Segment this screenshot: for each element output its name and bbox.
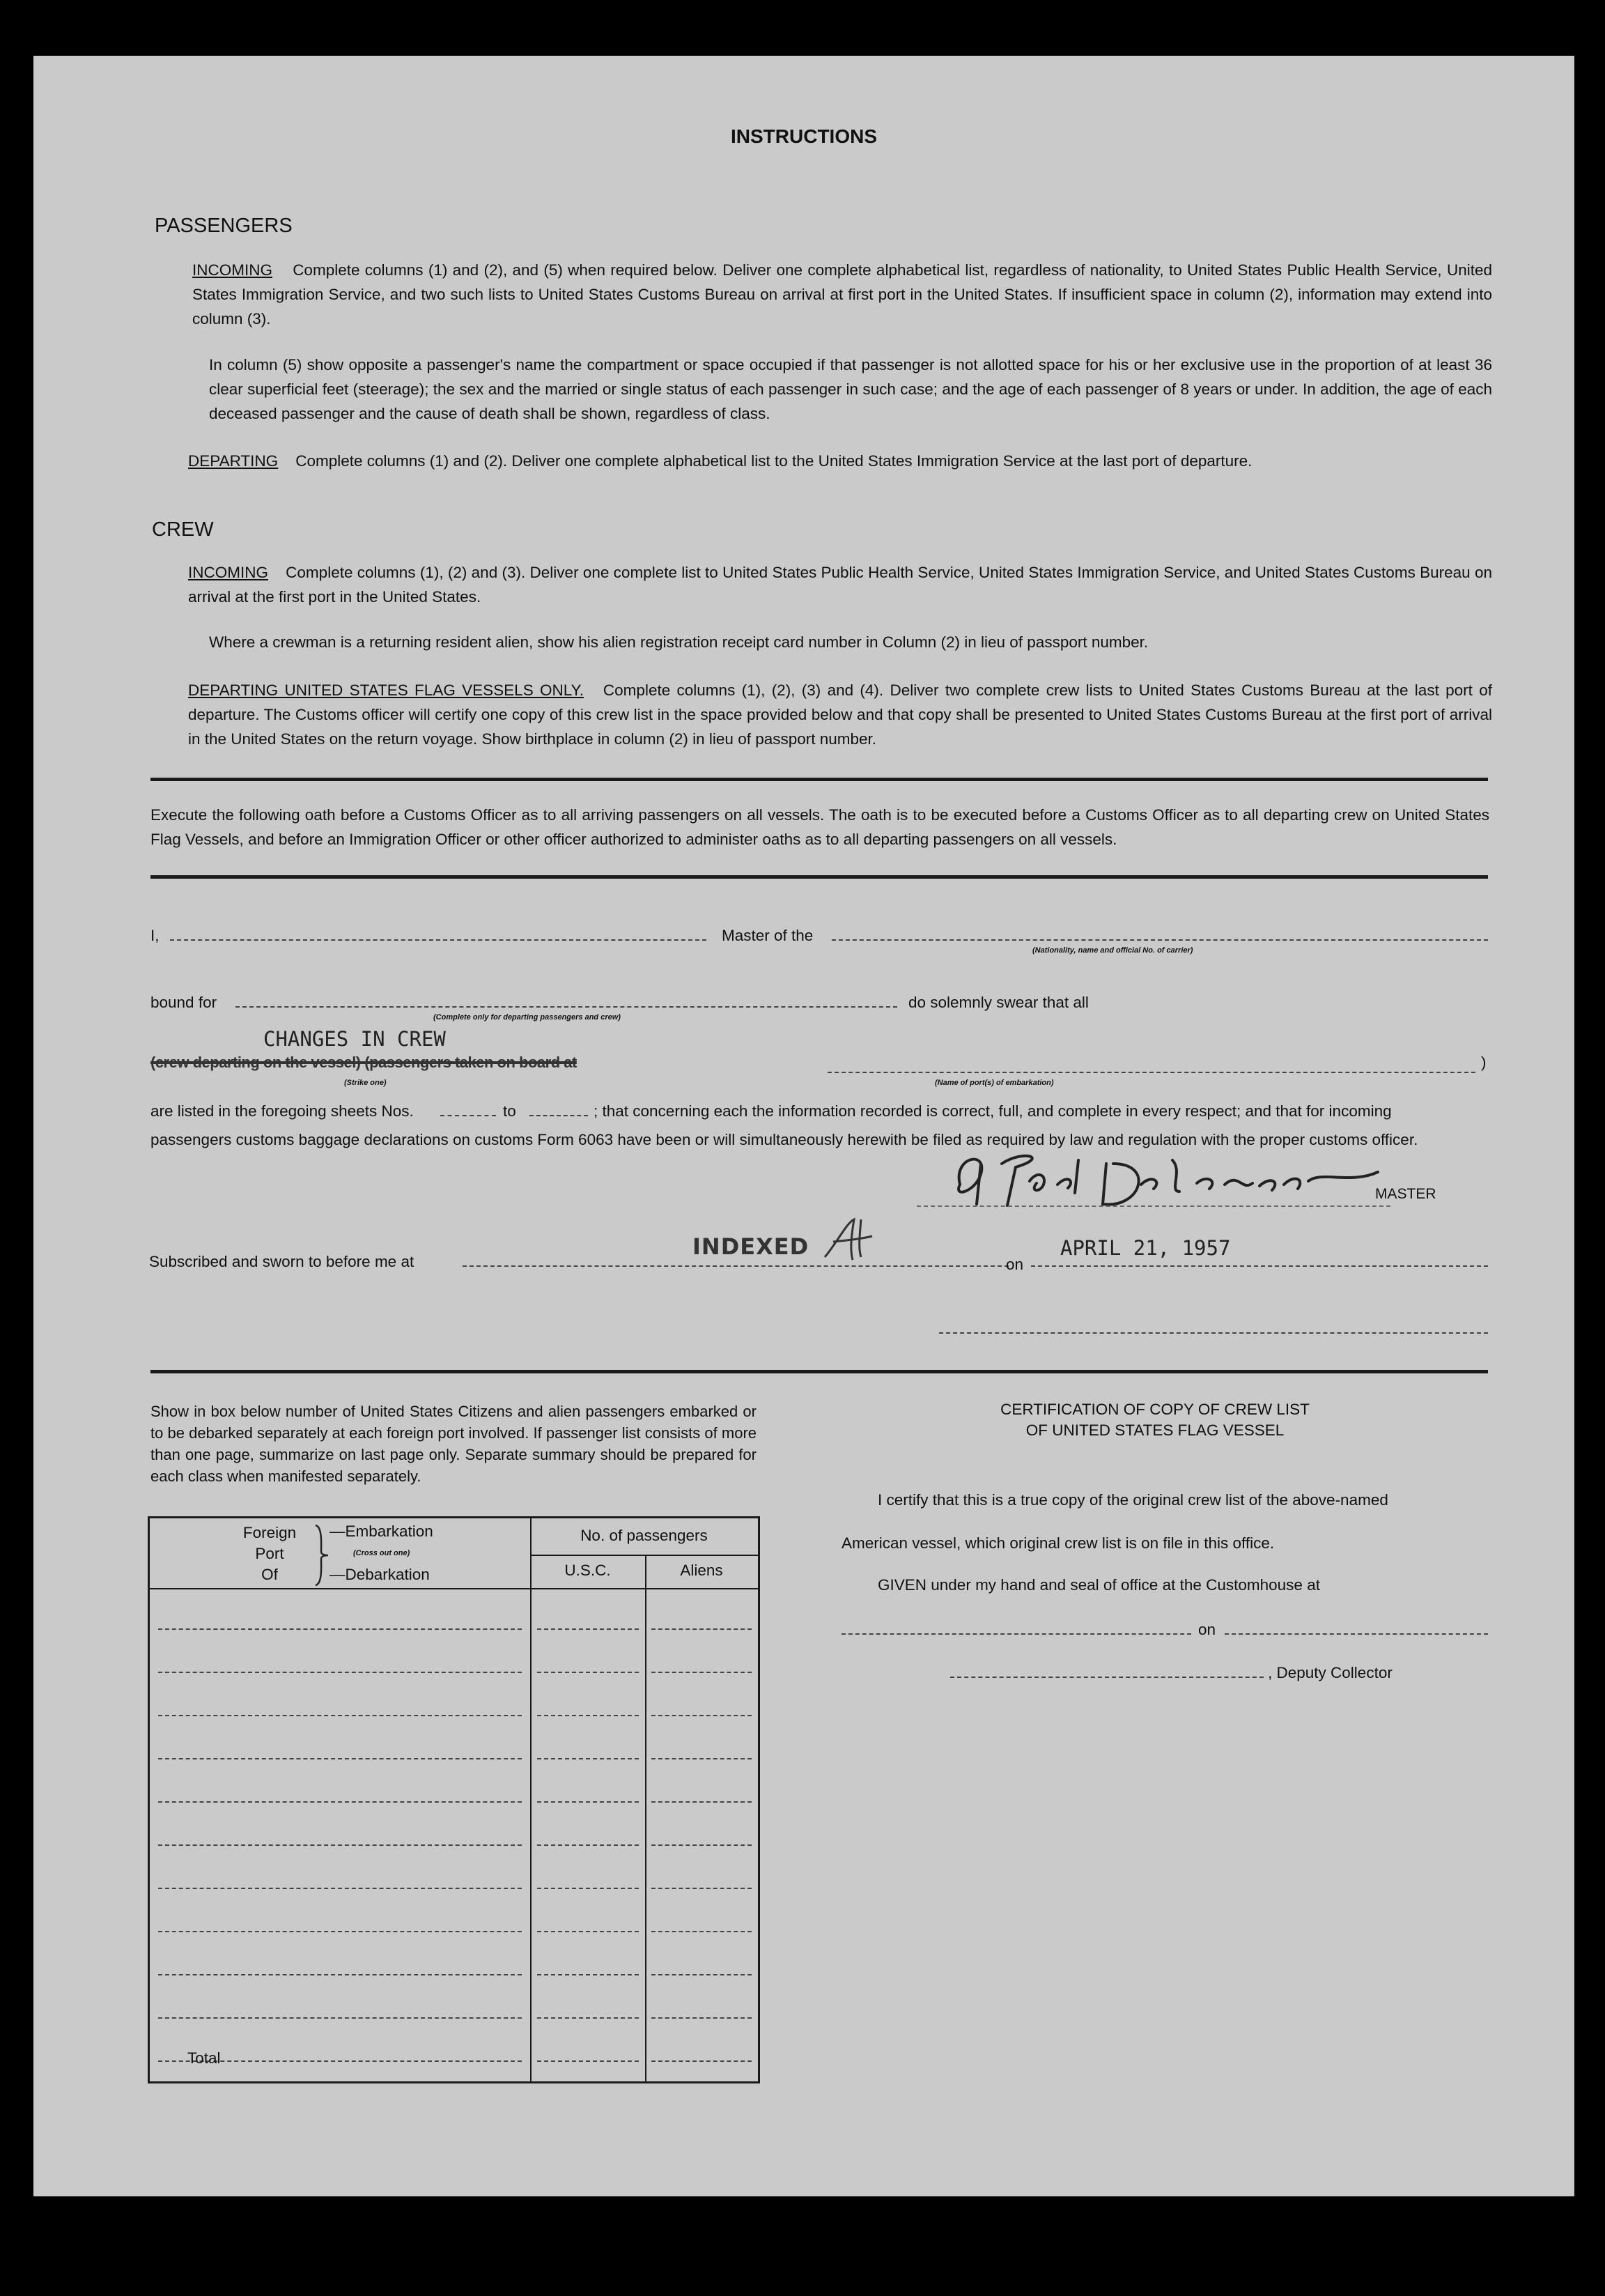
passengers-incoming-text: Complete columns (1) and (2), and (5) when required below. Deliver one complete alphabetical list, regardless of nationality, to United States Public Health Service, United States Immigration Service, and two such lists to United States Customs Bureau on arrival at first port in the United States. If insufficient space in column (2), information may extend into column (3). <box>192 261 1492 328</box>
certify-line-1: I certify that this is a true copy of the original crew list of the above-named <box>878 1491 1388 1509</box>
crew-resident-paragraph: Where a crewman is a returning resident alien, show his alien registration receipt card number in Column (2) in lieu of passport number. <box>209 633 1149 651</box>
passengers-heading: PASSENGERS <box>155 215 293 237</box>
table-row-line[interactable] <box>537 1931 639 1932</box>
crew-incoming-label: INCOMING <box>188 564 268 581</box>
brace-icon <box>313 1524 329 1587</box>
table-row-line[interactable] <box>651 1715 752 1716</box>
table-divider <box>645 1555 646 2081</box>
summary-instructions: Show in box below number of United States Citizens and alien passengers embarked or to be debarked separately at each foreign port involved. If passenger list consists of more than one page, summarize on last page only. Separate summary should be prepared for each class when manifested separately. <box>150 1403 757 1485</box>
customhouse-field[interactable] <box>842 1633 1191 1635</box>
usc-header: U.S.C. <box>564 1562 611 1579</box>
table-row-line[interactable] <box>651 1801 752 1803</box>
sworn-date-field[interactable] <box>1031 1265 1488 1267</box>
table-divider <box>150 1588 758 1589</box>
certification-heading-1: CERTIFICATION OF COPY OF CREW LIST <box>1000 1401 1310 1418</box>
table-row-line[interactable] <box>537 2017 639 2019</box>
table-row-line[interactable] <box>651 1931 752 1932</box>
table-divider <box>530 1518 532 2081</box>
baggage-text: passengers customs baggage declarations on customs Form 6063 have been or will simultaneously herewith be filed as required by law and regulation with the proper customs officer. <box>150 1131 1418 1148</box>
certification-date-field[interactable] <box>1225 1633 1488 1635</box>
table-row-line[interactable] <box>537 1844 639 1846</box>
certify-line-2: American vessel, which original crew list is on file in this office. <box>842 1534 1275 1552</box>
certification-on-label: on <box>1198 1621 1216 1638</box>
crew-departing-label: DEPARTING UNITED STATES FLAG VESSELS ONLY. <box>188 681 584 699</box>
table-row-line[interactable] <box>537 1628 639 1630</box>
col-port: Port <box>255 1545 284 1562</box>
form-page <box>33 56 1574 2196</box>
master-label: MASTER <box>1375 1186 1436 1202</box>
table-row-line[interactable] <box>651 2060 752 2062</box>
table-row-line[interactable] <box>537 1801 639 1803</box>
deputy-collector-label: , Deputy Collector <box>1268 1664 1393 1681</box>
master-of-label: Master of the <box>722 927 814 944</box>
close-paren: ) <box>1481 1054 1487 1071</box>
passengers-departing-paragraph <box>188 449 1492 473</box>
sworn-date: APRIL 21, 1957 <box>1060 1236 1231 1260</box>
sworn-on-label: on <box>1006 1256 1024 1273</box>
divider-rule <box>150 875 1488 879</box>
officer-signature-field[interactable] <box>939 1332 1488 1334</box>
table-row-line[interactable] <box>158 1758 522 1759</box>
typed-changes-in-crew: CHANGES IN CREW <box>263 1027 446 1051</box>
table-row-line[interactable] <box>158 1888 522 1889</box>
table-row-line[interactable] <box>158 1931 522 1932</box>
table-row-line[interactable] <box>651 2017 752 2019</box>
passengers-incoming-paragraph <box>192 258 1492 331</box>
table-row-line[interactable] <box>537 1715 639 1716</box>
table-row-line[interactable] <box>651 1888 752 1889</box>
table-row-line[interactable] <box>158 1715 522 1716</box>
passengers-departing-text: Complete columns (1) and (2). Deliver one complete alphabetical list to the United States Immigration Service at the last port of departure. <box>295 452 1253 470</box>
table-row-line[interactable] <box>651 1758 752 1759</box>
table-row-line[interactable] <box>651 1672 752 1673</box>
port-note: (Name of port(s) of embarkation) <box>935 1079 1054 1087</box>
sheet-from-field[interactable] <box>440 1115 496 1116</box>
table-row-line[interactable] <box>158 1801 522 1803</box>
table-row-line[interactable] <box>651 1844 752 1846</box>
table-row-line[interactable] <box>158 1628 522 1630</box>
subscribed-label: Subscribed and sworn to before me at <box>149 1253 414 1270</box>
bound-for-field[interactable] <box>235 1006 897 1008</box>
table-divider <box>530 1555 758 1556</box>
crew-incoming-paragraph <box>188 560 1492 609</box>
table-row-line[interactable] <box>158 1672 522 1673</box>
table-row-line[interactable] <box>651 1628 752 1630</box>
crew-departing-text: Complete columns (1), (2), (3) and (4). Deliver two complete crew lists to United States Customs Bureau at the last port of departure. The Customs officer will certify one copy of this crew list in the space provided below and that copy shall be presented to United States Customs Bureau at the first port of arrival in the United States on the return voyage. Show birthplace in column (2) in lieu of passport number. <box>188 681 1492 748</box>
passengers-incoming-label: INCOMING <box>192 261 272 279</box>
embarkation-label: —Embarkation <box>329 1523 433 1540</box>
strike-note: (Strike one) <box>344 1079 387 1087</box>
passengers-departing-label: DEPARTING <box>188 452 279 470</box>
sheets-to-label: to <box>503 1102 516 1120</box>
nationality-note: (Nationality, name and official No. of carrier) <box>1032 946 1193 955</box>
debarkation-label: —Debarkation <box>329 1566 430 1583</box>
table-row-line[interactable] <box>158 1844 522 1846</box>
sheet-to-field[interactable] <box>529 1115 588 1116</box>
given-line: GIVEN under my hand and seal of office at the Customhouse at <box>878 1576 1320 1594</box>
indexed-initial <box>819 1215 875 1261</box>
crew-heading: CREW <box>152 518 214 541</box>
form-title: INSTRUCTIONS <box>731 125 877 147</box>
col-of: Of <box>261 1566 278 1583</box>
divider-rule <box>150 778 1488 781</box>
table-row-line[interactable] <box>537 1888 639 1889</box>
master-signature <box>932 1143 1399 1212</box>
table-row-line[interactable] <box>537 1758 639 1759</box>
bound-for-label: bound for <box>150 994 217 1011</box>
table-row-line[interactable] <box>158 2017 522 2019</box>
oath-instructions: Execute the following oath before a Customs Officer as to all arriving passengers on all vessels. The oath is to be executed before a Customs Officer as to all departing crew on United States Flag Vessels, and before an Immigration Officer or other officer authorized to administer oaths as to all departing passengers on all vessels. <box>150 806 1489 848</box>
crew-departing-paragraph <box>188 678 1492 751</box>
total-label: Total <box>187 2049 221 2067</box>
cross-out-note: (Cross out one) <box>353 1549 410 1557</box>
crew-incoming-text: Complete columns (1), (2) and (3). Deliver one complete list to United States Public Health Service, United States Immigration Service, and United States Customs Bureau on arrival at the first port in the United States. <box>188 564 1492 606</box>
passenger-summary-table <box>148 1516 760 2083</box>
signature-line <box>917 1205 1390 1207</box>
passengers-column5-paragraph: In column (5) show opposite a passenger's name the compartment or space occupied if that passenger is not allotted space for his or her exclusive use in the proportion of at least 36 clear superficial feet (steerage); the sex and the married or single status of each passenger in such case; and the age of each passenger of 8 years or under. In addition, the age of each deceased passenger and the cause of death shall be shown, regardless of class. <box>209 356 1492 422</box>
table-row-line[interactable] <box>537 2060 639 2062</box>
certification-heading-2: OF UNITED STATES FLAG VESSEL <box>1025 1421 1285 1439</box>
table-row-line[interactable] <box>537 1672 639 1673</box>
indexed-stamp: INDEXED <box>692 1233 809 1260</box>
table-row-line[interactable] <box>158 1974 522 1975</box>
crew-passengers-struck: (crew departing on the vessel) (passengers taken on board at <box>150 1054 577 1071</box>
oath-i-label: I, <box>150 927 160 944</box>
divider-rule <box>150 1370 1488 1373</box>
col-foreign: Foreign <box>242 1524 297 1541</box>
embarkation-port-field[interactable] <box>828 1072 1475 1073</box>
swear-label: do solemnly swear that all <box>908 994 1089 1011</box>
sheets-label-a: are listed in the foregoing sheets Nos. <box>150 1102 414 1120</box>
sworn-location-field[interactable] <box>463 1265 1009 1267</box>
no-passengers-header: No. of passengers <box>580 1527 708 1544</box>
deputy-collector-field[interactable] <box>950 1677 1264 1678</box>
table-row-line[interactable] <box>651 1974 752 1975</box>
aliens-header: Aliens <box>680 1562 723 1579</box>
table-row-line[interactable] <box>537 1974 639 1975</box>
carrier-field[interactable] <box>832 939 1488 941</box>
master-name-field[interactable] <box>170 939 706 941</box>
sheets-label-b: ; that concerning each the information recorded is correct, full, and complete in every respect; and that for incoming <box>594 1102 1392 1120</box>
departing-note: (Complete only for departing passengers and crew) <box>433 1013 621 1022</box>
